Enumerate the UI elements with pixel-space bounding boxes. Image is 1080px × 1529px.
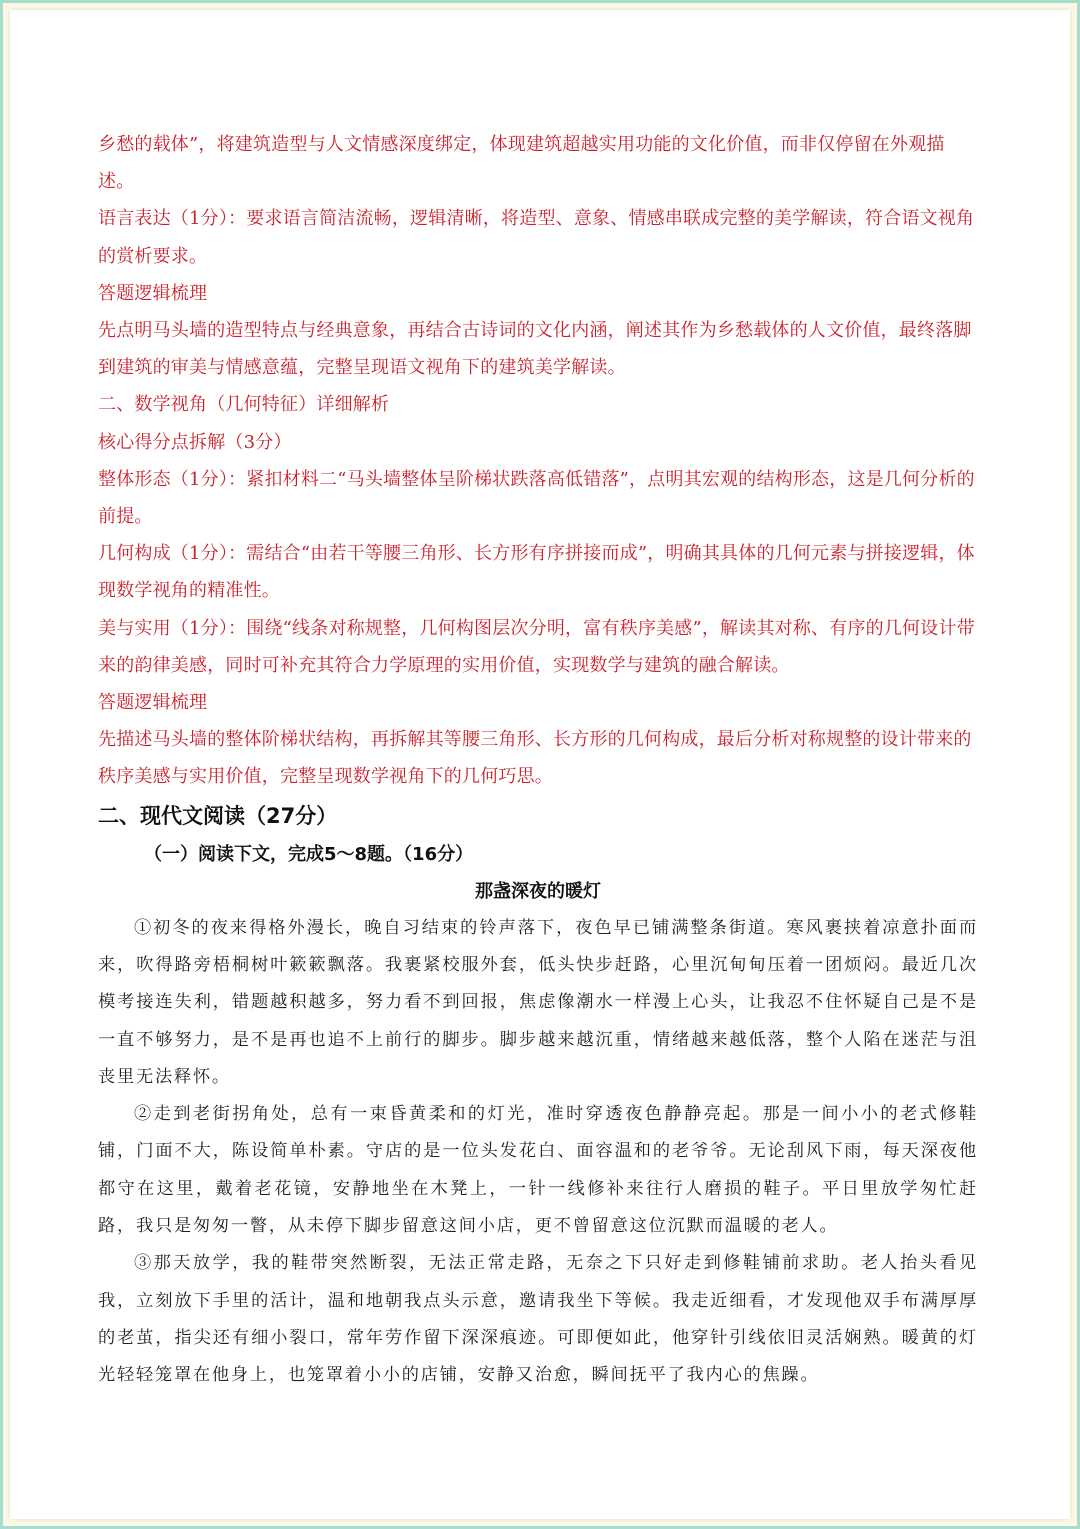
answer-heading: 答题逻辑梳理 (98, 282, 208, 304)
answer-line: 先点明马头墙的造型特点与经典意象，再结合古诗词的文化内涵，阐述其作为乡愁载体的人文价值，最终落脚到建筑的审美与情感意蕴，完整呈现语文视角下的建筑美学解读。 (98, 320, 972, 379)
answer-line: 先描述马头墙的整体阶梯状结构，再拆解其等腰三角形、长方形的几何构成，最后分析对称规整的设计带来的秩序美感与实用价值，完整呈现数学视角下的几何巧思。 (98, 729, 972, 788)
answer-heading: 答题逻辑梳理 (98, 692, 208, 714)
answer-heading: 核心得分点拆解（3分） (98, 431, 292, 453)
document-content (98, 126, 978, 1395)
answer-line: 整体形态（1分）：紧扣材料二“马头墙整体呈阶梯状跌落高低错落”，点明其宏观的结构形态，这是几何分析的前提。 (98, 468, 975, 528)
article-paragraph: ③那天放学，我的鞋带突然断裂，无法正常走路，无奈之下只好走到修鞋铺前求助。老人抬头看见我，立刻放下手里的活计，温和地朝我点头示意，邀请我坐下等候。我走近细看，才发现他双手布满厚厚的老茧，指尖还有细小裂口，常年劳作留下深深痕迹。可即便如此，他穿针引线依旧灵活娴熟。暖黄的灯光轻轻笼罩在他身上，也笼罩着小小的店铺，安静又治愈，瞬间抚平了我内心的焦躁。 (98, 1253, 978, 1386)
answer-line: 语言表达（1分）：要求语言简洁流畅，逻辑清晰，将造型、意象、情感串联成完整的美学解读，符合语文视角的赏析要求。 (98, 208, 975, 267)
answer-heading: 二、数学视角（几何特征）详细解析 (98, 394, 390, 416)
answer-line: 美与实用（1分）：围绕“线条对称规整，几何构图层次分明，富有秩序美感”，解读其对称、有序的几何设计带来的韵律美感，同时可补充其符合力学原理的实用价值，实现数学与建筑的融合解读。 (98, 617, 975, 676)
article-title: 那盏深夜的暖灯 (475, 880, 601, 902)
answer-analysis (98, 126, 978, 796)
article-paragraph: ②走到老街拐角处，总有一束昏黄柔和的灯光，准时穿透夜色静静亮起。那是一间小小的老式修鞋铺，门面不大，陈设简单朴素。守店的是一位头发花白、面容温和的老爷爷。无论刮风下雨，每天深夜他都守在这里，戴着老花镜，安静地坐在木凳上，一针一线修补来往行人磨损的鞋子。平日里放学匆忙赶路，我只是匆匆一瞥，从未停下脚步留意这间小店，更不曾留意这位沉默而温暖的老人。 (98, 1104, 978, 1237)
section-title: 二、现代文阅读（27分） (98, 803, 338, 828)
answer-line: 乡愁的载体”，将建筑造型与人文情感深度绑定，体现建筑超越实用功能的文化价值，而非仅停留在外观描述。 (98, 134, 945, 193)
article-paragraph: ①初冬的夜来得格外漫长，晚自习结束的铃声落下，夜色早已铺满整条街道。寒风裹挟着凉意扑面而来，吹得路旁梧桐树叶簌簌飘落。我裹紧校服外套，低头快步赶路，心里沉甸甸压着一团烦闷。最近几次模考接连失利，错题越积越多，努力看不到回报，焦虑像潮水一样漫上心头，让我忍不住怀疑自己是不是一直不够努力，是不是再也追不上前行的脚步。脚步越来越沉重，情绪越来越低落，整个人陷在迷茫与沮丧里无法释怀。 (98, 917, 978, 1087)
answer-line: 几何构成（1分）：需结合“由若干等腰三角形、长方形有序拼接而成”，明确其具体的几何元素与拼接逻辑，体现数学视角的精准性。 (98, 543, 975, 602)
article-body (98, 910, 978, 1395)
section-subtitle: （一）阅读下文，完成5～8题。（16分） (144, 843, 474, 865)
